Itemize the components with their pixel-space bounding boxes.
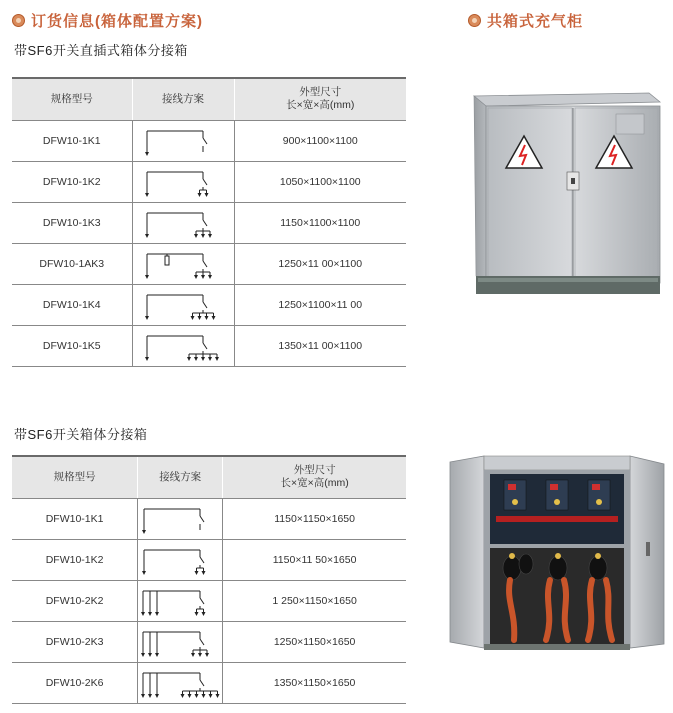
dims-cell: 1050×1100×1100 [234,161,406,202]
wiring-cell [138,539,223,580]
wiring-diagram-icon [141,286,225,324]
model-cell: DFW10-1AK3 [12,243,132,284]
wiring-diagram-icon [141,122,225,160]
table-row [12,161,406,202]
wiring-cell [138,621,223,662]
table2-title: 带SF6开关箱体分接箱 [14,427,148,442]
table-row [12,580,406,621]
open-cabinet-photo [446,452,668,657]
model-cell: DFW10-1K3 [12,202,132,243]
table-row [12,243,406,284]
product-name-heading [468,10,583,31]
dims-cell: 1150×11 50×1650 [223,539,406,580]
dims-cell: 1350×1150×1650 [223,662,406,703]
model-cell: DFW10-1K2 [12,161,132,202]
wiring-cell [132,120,234,161]
table-row [12,284,406,325]
closed-cabinet-photo [464,88,664,298]
dims-header-line2: 长×宽×高(mm) [286,99,355,112]
dims-cell: 1150×1100×1100 [234,202,406,243]
product-name-heading-text: 共箱式充气柜 [487,13,584,30]
wiring-diagram-icon [141,163,225,201]
wiring-diagram-icon [141,245,225,283]
table-row [12,498,406,539]
model-cell: DFW10-2K2 [12,580,138,621]
col-dims-header [223,456,406,498]
table-row [12,621,406,662]
dims-cell: 900×1100×1100 [234,120,406,161]
col-dims-header [234,78,406,120]
dims-cell: 1 250×1150×1650 [223,580,406,621]
wiring-cell [132,202,234,243]
heading-bullet-icon [468,14,481,27]
table-row [12,539,406,580]
wiring-cell [138,580,223,621]
wiring-cell [132,284,234,325]
dims-cell: 1250×1100×11 00 [234,284,406,325]
col-wiring-header: 接线方案 [138,456,223,498]
wiring-cell [132,243,234,284]
wiring-cell [138,662,223,703]
wiring-cell [138,498,223,539]
dims-cell: 1150×1150×1650 [223,498,406,539]
model-cell: DFW10-2K3 [12,621,138,662]
table-row [12,662,406,703]
wiring-diagram-icon [141,327,225,365]
model-cell: DFW10-1K5 [12,325,132,366]
wiring-diagram-icon [138,582,222,620]
col-model-header: 规格型号 [12,456,138,498]
dims-header-line2: 长×宽×高(mm) [280,477,349,490]
order-info-heading [12,10,203,31]
wiring-cell [132,325,234,366]
dims-cell: 1350×11 00×1100 [234,325,406,366]
col-model-header: 规格型号 [12,78,132,120]
wiring-cell [132,161,234,202]
order-info-heading-text: 订货信息(箱体配置方案) [31,13,203,30]
table1-title: 带SF6开关直插式箱体分接箱 [14,43,188,58]
col-wiring-header: 接线方案 [132,78,234,120]
wiring-diagram-icon [138,500,222,538]
wiring-diagram-icon [138,541,222,579]
model-cell: DFW10-2K6 [12,662,138,703]
dims-header-line1: 外型尺寸 [299,86,342,99]
dims-cell: 1250×1150×1650 [223,621,406,662]
dims-header-line1: 外型尺寸 [293,464,336,477]
heading-bullet-icon [12,14,25,27]
wiring-diagram-icon [141,204,225,242]
table1 [12,77,406,367]
model-cell: DFW10-1K1 [12,120,132,161]
model-cell: DFW10-1K2 [12,539,138,580]
wiring-diagram-icon [138,664,222,702]
dims-cell: 1250×11 00×1100 [234,243,406,284]
table-row [12,120,406,161]
table-row [12,325,406,366]
model-cell: DFW10-1K1 [12,498,138,539]
table-row [12,202,406,243]
wiring-diagram-icon [138,623,222,661]
table2 [12,455,406,704]
model-cell: DFW10-1K4 [12,284,132,325]
